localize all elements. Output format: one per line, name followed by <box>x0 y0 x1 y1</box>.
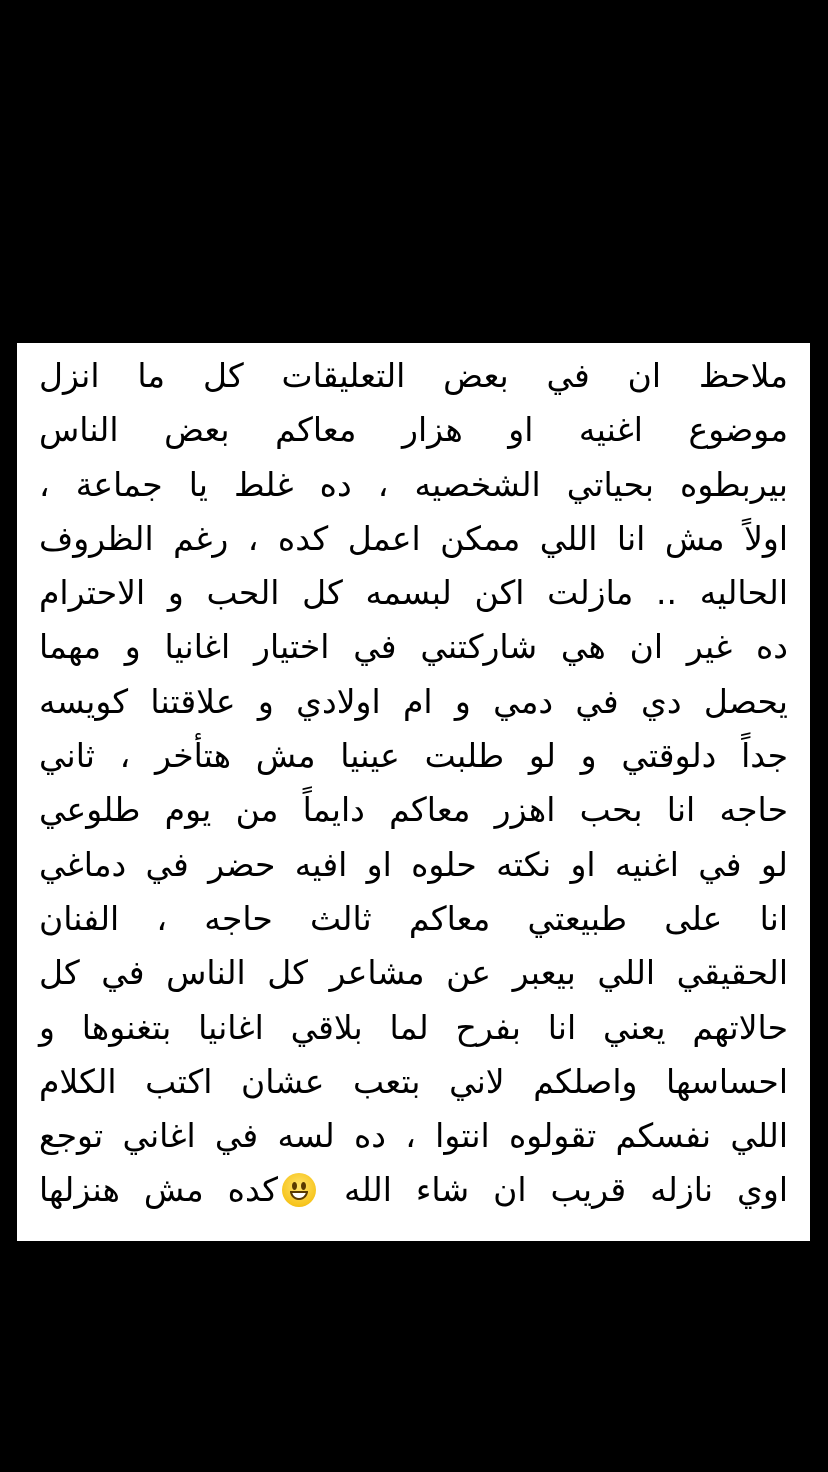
note-line: حالاتهم يعني انا بفرح لما بلاقي اغانيا بتغنوها و <box>39 1007 788 1047</box>
note-line: بيربطوه بحياتي الشخصيه ، ده غلط يا جماعة ، <box>39 464 788 504</box>
note-line: الحاليه .. مازلت اكن لبسمه كل الحب و الاحترام <box>39 573 788 613</box>
note-line: موضوع اغنيه او هزار معاكم بعض الناس <box>39 410 788 450</box>
grinning-face-icon <box>282 1173 316 1207</box>
note-line: انا على طبيعتي معاكم ثالث حاجه ، الفنان <box>39 898 788 938</box>
note-line: حاجه انا بحب اهزر معاكم دايماً من يوم طلوعي <box>39 790 788 830</box>
note-line: ده غير ان هي شاركتني في اختيار اغانيا و مهما <box>39 627 788 667</box>
note-line-last-end: كده مش هنزلها <box>39 1170 278 1210</box>
note-line: يحصل دي في دمي و ام اولادي و علاقتنا كويسه <box>39 681 788 721</box>
note-line: اللي نفسكم تقولوه انتوا ، ده لسه في اغاني توجع <box>39 1116 788 1156</box>
note-line-last <box>39 1163 788 1217</box>
note-line: الحقيقي اللي بيعبر عن مشاعر كل الناس في كل <box>39 953 788 993</box>
note-line-last-start: اوي نازله قريب ان شاء الله <box>344 1170 788 1210</box>
note-line: لو في اغنيه او نكته حلوه او افيه حضر في دماغي <box>39 844 788 884</box>
note-line: جداً دلوقتي و لو طلبت عينيا مش هتأخر ، ثاني <box>39 736 788 776</box>
note-text <box>39 349 788 1218</box>
note-line: احساسها واصلكم لاني بتعب عشان اكتب الكلام <box>39 1061 788 1101</box>
note-card <box>17 343 810 1241</box>
note-line: ملاحظ ان في بعض التعليقات كل ما انزل <box>39 356 788 395</box>
note-line: اولاً مش انا اللي ممكن اعمل كده ، رغم الظروف <box>39 518 788 558</box>
